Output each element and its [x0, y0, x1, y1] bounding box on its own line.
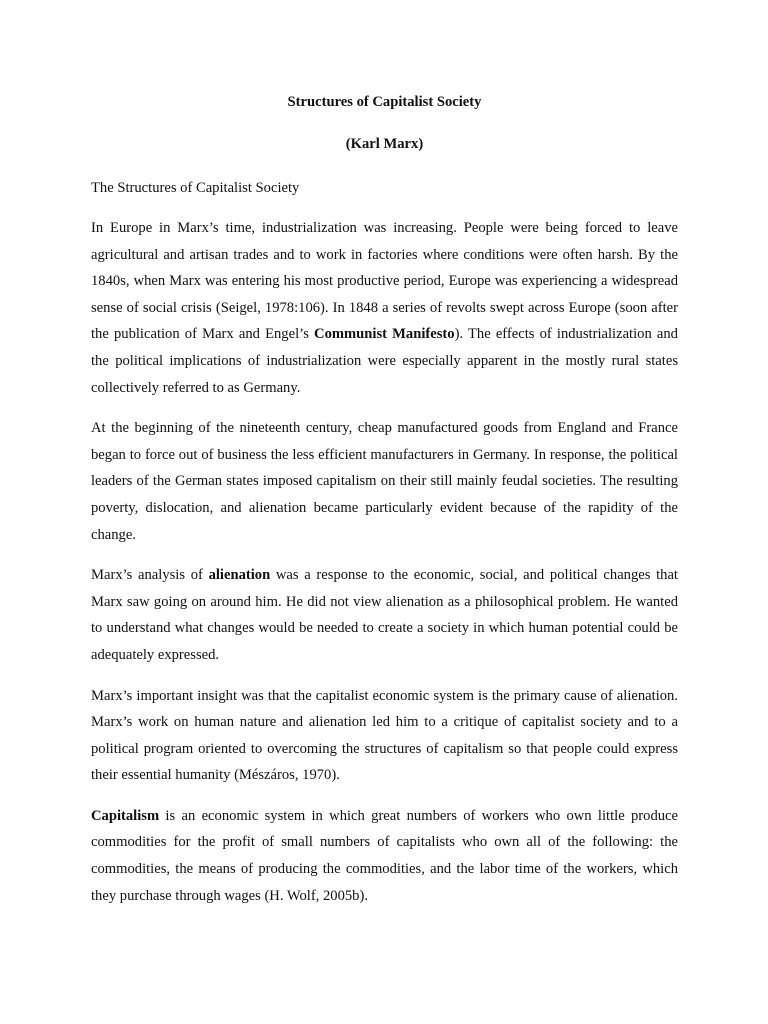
document-title: Structures of Capitalist Society [287, 94, 482, 110]
paragraph-1-text-b: ). The effects of industrialization and the political implications of industrialization were especially apparent in the mostly rural states collectively referred to as Germany. [91, 326, 678, 396]
paragraph-3 [91, 562, 678, 668]
section-heading: The Structures of Capitalist Society [91, 180, 300, 196]
paragraph-3-bold-term: alienation [208, 567, 271, 584]
author-line: (Karl Marx) [345, 136, 424, 152]
paragraph-5-text-b: is an economic system in which great numbers of workers who own little produce commodities for the profit of small numbers of capitalists who own all of the following: the commodities, the means of producing the commodities, and the labor time of the workers, which they purchase through wages (H. Wolf, 2005b). [91, 807, 678, 904]
paragraph-1 [91, 215, 678, 401]
paragraph-4: Marx’s important insight was that the capitalist economic system is the primary cause of alienation. Marx’s work on human nature and alienation led him to a critique of capitalist society and to a political program oriented to overcoming the structures of capitalism so that people could express their essential humanity (Mészáros, 1970). [91, 687, 678, 784]
paragraph-5 [91, 803, 678, 909]
document-body [91, 91, 678, 923]
paragraph-1-bold-term: Communist Manifesto [314, 326, 455, 343]
paragraph-3-text-b: was a response to the economic, social, and political changes that Marx saw going on around him. He did not view alienation as a philosophical problem. He wanted to understand what changes would be needed to create a society in which human potential could be adequately expressed. [91, 567, 678, 663]
paragraph-1-text-a: In Europe in Marx’s time, industrialization was increasing. People were being forced to leave agricultural and artisan trades and to work in factories where conditions were often harsh. By the 1840s, when Marx was entering his most productive period, Europe was experiencing a widespread sense of social crisis (Seigel, 1978:106). In 1848 a series of revolts swept across Europe (soon after the publication of Marx and Engel’s [91, 220, 678, 343]
paragraph-2: At the beginning of the nineteenth century, cheap manufactured goods from England and France began to force out of business the less efficient manufacturers in Germany. In response, the political leaders of the German states imposed capitalism on their still mainly feudal societies. The resulting poverty, dislocation, and alienation became particularly evident because of the rapidity of the change. [91, 420, 678, 543]
paragraph-3-text-a: Marx’s analysis of [91, 567, 209, 584]
paragraph-5-bold-term: Capitalism [91, 807, 160, 824]
